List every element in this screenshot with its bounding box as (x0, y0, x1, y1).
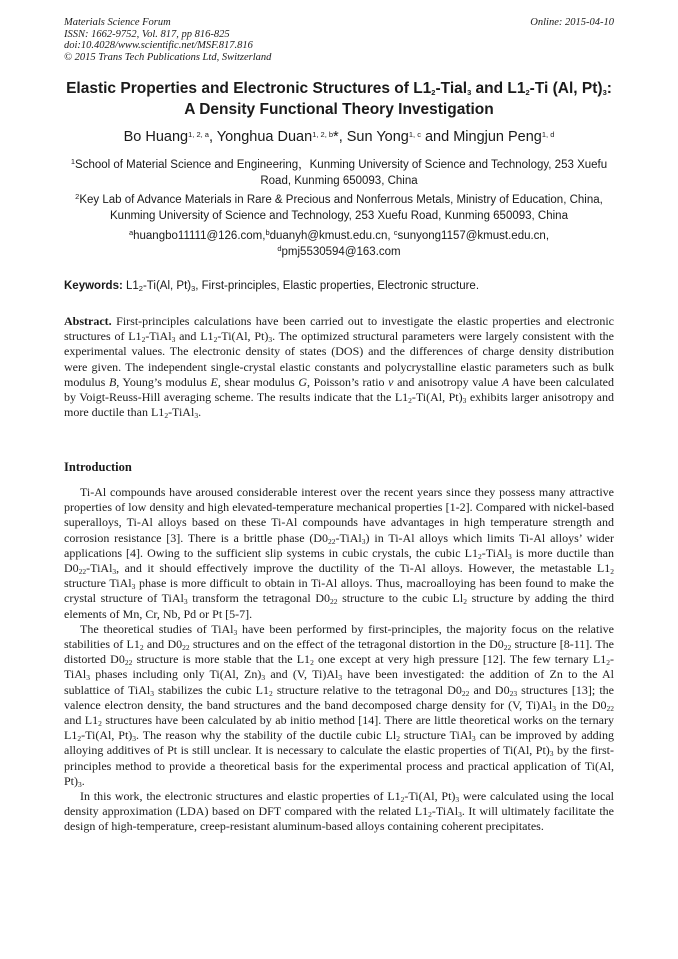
email-link[interactable]: duanyh@kmust.edu.cn, (269, 230, 394, 242)
affiliation-2: $^2$Key Lab of Advance Materials in Rare & Precious and Nonferrous Metals, Ministry of Education, China, Kunming University of Science and Technology, 253 Xuefu Road, Kunming 650093, China (75, 192, 603, 222)
journal-header (64, 17, 271, 63)
journal-doi: doi:10.4028/www.scientific.net/MSF.817.816 (64, 40, 253, 51)
author-name: Mingjun Peng (453, 129, 542, 145)
abstract-label: Abstract. (64, 314, 112, 328)
online-date: Online: 2015-04-10 (530, 17, 614, 28)
author-name: Sun Yong (346, 129, 409, 145)
journal-name: Materials Science Forum (64, 17, 171, 28)
author-list: Bo Huang$^{1, 2, a}$, Yonghua Duan$^{1, 2, b}$*, Sun Yong$^{1, c}$ and Mingjun Peng$^{1, d}$ (123, 129, 555, 145)
email-link[interactable]: huangbo11111@126.com, (133, 230, 266, 242)
email-link[interactable]: sunyong1157@kmust.edu.cn, (397, 230, 550, 242)
paper-title: Elastic Properties and Electronic Structures of $L1_2-Tial_3$ and $L1_2-Ti$ (Al, $Pt)_3$: A Density Functional Theory Investigation (66, 80, 612, 118)
author-emails: $^a$huangbo11111@126.com,$^b$duanyh@kmust.edu.cn, $^c$sunyong1157@kmust.edu.cn, $^d$pmj5530594@163.com (128, 228, 550, 258)
abstract: Abstract. First-principles calculations have been carried out to investigate the elastic properties and electronic structures of $L1_2-TiAl_3$ and $L1_2-Ti(Al$, $Pt)_3$. The optimized structural parameters were largely consistent with the experimental values. The electronic density of states (DOS) and the differences of charge density distribution were given. The independent single-crystal elastic constants and polycrystalline elastic parameters such as bulk modulus B, Young’s modulus E, shear modulus G, Poisson’s ratio ν and anisotropy value A have been calculated by Voigt-Reuss-Hill averaging scheme. The results indicate that the $L1_2-Ti(Al$, $Pt)_3$ exhibits larger anisotropy and more ductile than $L1_2-TiAl_3$. (64, 314, 614, 421)
keywords: Keywords: $L1_2-Ti(Al$, $Pt)_3$, First-principles, Elastic properties, Electronic structure. (64, 280, 480, 293)
journal-issn: ISSN: 1662-9752, Vol. 817, pp 816-825 (64, 28, 230, 40)
section-heading-introduction: Introduction (64, 460, 132, 474)
journal-copyright: © 2015 Trans Tech Publications Ltd, Switzerland (64, 51, 272, 63)
paragraph: The theoretical studies of TiAl$_3$ have been performed by first-principles, the majority focus on the relative stabilities of $L1_2$ and $D0_{22}$ structures and on the effect of the tetragonal distortion in the $D0_{22}$ structure [8-11]. The distorted $D0_{22}$ structure is more stable that the $L1_2$ one except at very high pressure [12]. The few ternary $L1_2-TiAl_3$ phases including only Ti(Al, $Zn)_3$ and (V, $Ti)Al_3$ have been investigated: the addition of Zn to the Al sublattice of TiAl$_3$ stabilizes the cubic $L1_2$ structure relative to the tetragonal $D0_{22}$ and $D0_{23}$ structures [13]; the valence electron density, the band structures and the band decomposed charge density for (V, $Ti)Al_3$ in the $D0_{22}$ and $L1_2$ structures have been calculated by ab initio method [14]. There are little theoretical works on the ternary $L1_2-Ti(Al$, $Pt)_3$. The reason why the stability of the ductile cubic $Ll_2$ structure TiAl$_3$ can be improved by adding alloying additives of Pt is still unclear. It is necessary to calculate the elastic properties of Ti(Al, $Pt)_3$ by the first-principles method to provide a theoretical basis for the experimental process and practical application of Ti(Al, $Pt)_3$. (64, 621, 614, 789)
paragraph: Ti-Al compounds have aroused considerable interest over the recent years since they possess many attractive properties of low density and high elevated-temperature mechanical properties [1-2]. Compared with nickel-based superalloys, Ti-Al alloys based on these Ti-Al compounds have advantages in high temperature strength and corrosion resistance [3]. There is a brittle phase $(D0_{22}-TiAl_3)$ in Ti-Al alloys which limits Ti-Al alloys’ wider applications [4]. Owing to the sufficient slip systems in cubic crystals, the cubic $L1_2-TiAl_3$ is more ductile than $D0_{22}-TiAl_3$, and it should effectively improve the ductility of the Ti-Al alloys. However, the metastable $L1_2$ structure TiAl$_3$ phase is more difficult to obtain in Ti-Al alloys. Thus, macroalloying has been found to make the crystal structure of TiAl$_3$ transform the tetragonal $D0_{22}$ structure to the cubic $Ll_2$ structure by adding the third elements of Mn, Cr, Nb, Pd or Pt [5-7]. (64, 485, 615, 621)
email-link[interactable]: pmj5530594@163.com (281, 246, 401, 258)
affiliation-1: $^1$School of Material Science and Engineering，Kunming University of Science and Technology, 253 Xuefu Road, Kunming 650093, China (70, 157, 608, 187)
author-name: Yonghua Duan (216, 129, 313, 145)
author-name: Bo Huang (123, 129, 189, 145)
keywords-label: Keywords: (64, 280, 123, 292)
paragraph: In this work, the electronic structures and elastic properties of $L1_2-Ti(Al$, $Pt)_3$ were calculated using the local density approximation (LDA) based on DFT compared with the related $L1_2-TiAl_3$. It will ultimately facilitate the design of high-temperature, creep-resistant aluminum-based alloys containing coherent precipitates. (64, 789, 614, 834)
introduction-body (64, 485, 614, 835)
